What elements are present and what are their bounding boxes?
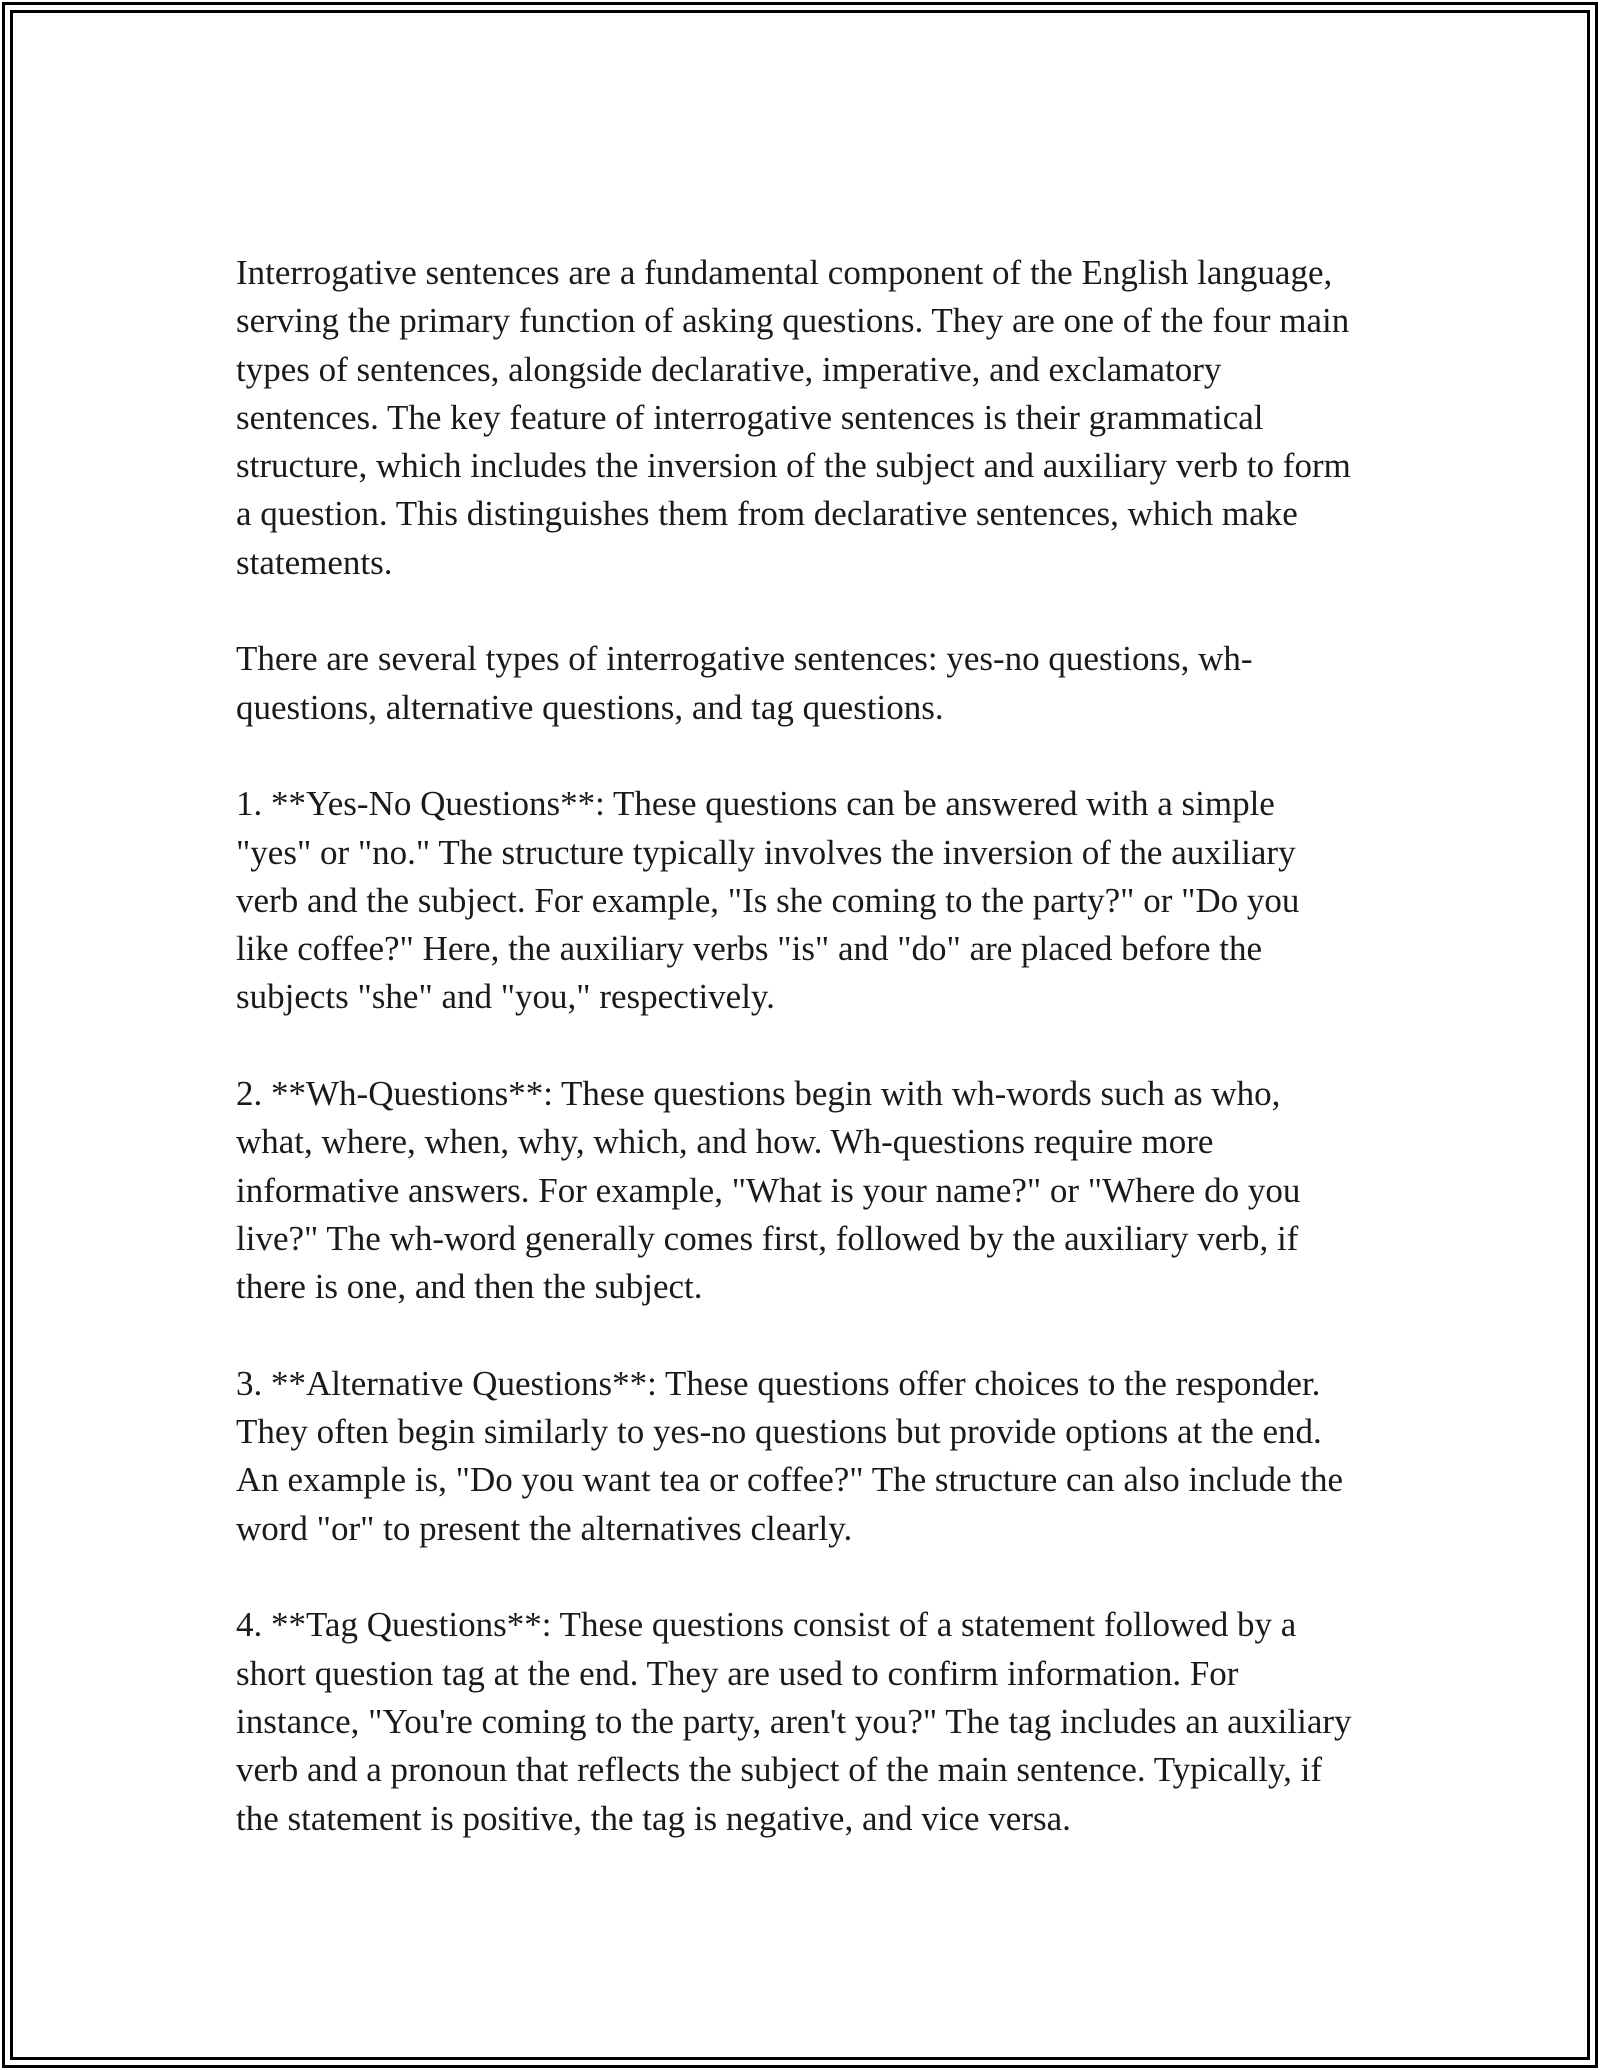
- paragraph-wh-questions: 2. **Wh-Questions**: These questions begin with wh-words such as who, what, where, when, why, which, and how. Wh-questions require more informative answers. For example, "What is your name?" or "Where do you live?" The wh-word generally comes first, followed by the auxiliary verb, if there is one, and then the subject.: [236, 1074, 1301, 1307]
- paragraph-yes-no-questions: 1. **Yes-No Questions**: These questions can be answered with a simple "yes" or "no." The structure typically involves the inversion of the auxiliary verb and the subject. For example, "Is she coming to the party?" or "Do you like coffee?" Here, the auxiliary verbs "is" and "do" are placed before the subjects "she" and "you," respectively.: [236, 784, 1300, 1017]
- paragraph-tag-questions: 4. **Tag Questions**: These questions consist of a statement followed by a short question tag at the end. They are used to confirm information. For instance, "You're coming to the party, aren't you?" The tag includes an auxiliary verb and a pronoun that reflects the subject of the main sentence. Typically, if the statement is positive, the tag is negative, and vice versa.: [236, 1605, 1352, 1838]
- paragraph-alternative-questions: 3. **Alternative Questions**: These questions offer choices to the responder. They often begin similarly to yes-no questions but provide options at the end. An example is, "Do you want tea or coffee?" The structure can also include the word "or" to present the alternatives clearly.: [236, 1363, 1344, 1548]
- paragraph-types-overview: There are several types of interrogative sentences: yes-no questions, wh-questions, alternative questions, and tag questions.: [236, 639, 1253, 727]
- paragraph-intro: Interrogative sentences are a fundamental component of the English language, serving the primary function of asking questions. They are one of the four main types of sentences, alongside declarative, imperative, and exclamatory sentences. The key feature of interrogative sentences is their grammatical structure, which includes the inversion of the subject and auxiliary verb to form a question. This distinguishes them from declarative sentences, which make statements.: [236, 253, 1351, 582]
- document-body: [236, 249, 1356, 1843]
